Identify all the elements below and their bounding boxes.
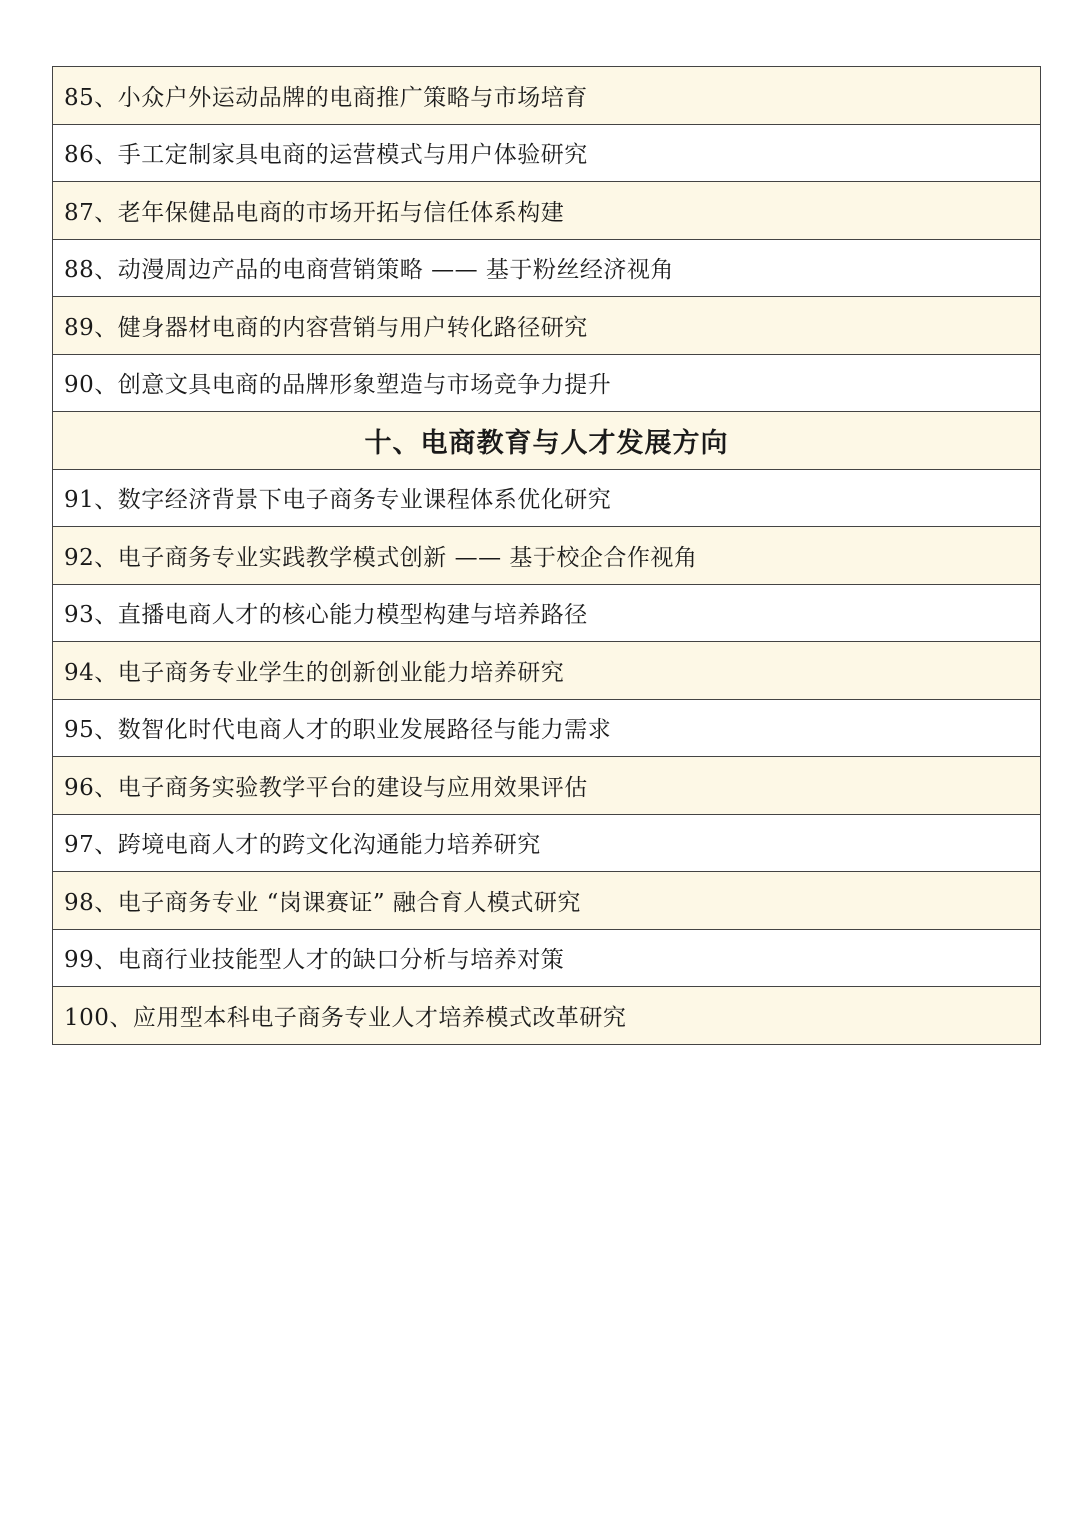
topic-title: 85、小众户外运动品牌的电商推广策略与市场培育 <box>53 67 1041 125</box>
topic-title: 98、电子商务专业 “岗课赛证” 融合育人模式研究 <box>53 872 1041 930</box>
section-heading-row <box>53 412 1041 470</box>
topic-table <box>52 66 1041 1045</box>
topic-title: 91、数字经济背景下电子商务专业课程体系优化研究 <box>53 469 1041 527</box>
topic-row <box>53 987 1041 1045</box>
topic-row <box>53 642 1041 700</box>
topic-row <box>53 67 1041 125</box>
topic-title: 100、应用型本科电子商务专业人才培养模式改革研究 <box>53 987 1041 1045</box>
topic-table-body <box>53 67 1041 1045</box>
topic-row <box>53 929 1041 987</box>
topic-row <box>53 354 1041 412</box>
topic-title: 89、健身器材电商的内容营销与用户转化路径研究 <box>53 297 1041 355</box>
topic-title: 86、手工定制家具电商的运营模式与用户体验研究 <box>53 124 1041 182</box>
topic-row <box>53 699 1041 757</box>
topic-row <box>53 239 1041 297</box>
topic-row <box>53 124 1041 182</box>
topic-title: 99、电商行业技能型人才的缺口分析与培养对策 <box>53 929 1041 987</box>
topic-row <box>53 872 1041 930</box>
topic-title: 92、电子商务专业实践教学模式创新 —— 基于校企合作视角 <box>53 527 1041 585</box>
topic-title: 95、数智化时代电商人才的职业发展路径与能力需求 <box>53 699 1041 757</box>
topic-row <box>53 584 1041 642</box>
topic-row <box>53 182 1041 240</box>
topic-title: 88、动漫周边产品的电商营销策略 —— 基于粉丝经济视角 <box>53 239 1041 297</box>
topic-row <box>53 757 1041 815</box>
topic-row <box>53 297 1041 355</box>
topic-title: 97、跨境电商人才的跨文化沟通能力培养研究 <box>53 814 1041 872</box>
topic-row <box>53 814 1041 872</box>
topic-title: 96、电子商务实验教学平台的建设与应用效果评估 <box>53 757 1041 815</box>
topic-title: 93、直播电商人才的核心能力模型构建与培养路径 <box>53 584 1041 642</box>
topic-title: 90、创意文具电商的品牌形象塑造与市场竞争力提升 <box>53 354 1041 412</box>
topic-row <box>53 469 1041 527</box>
topic-title: 94、电子商务专业学生的创新创业能力培养研究 <box>53 642 1041 700</box>
topic-row <box>53 527 1041 585</box>
section-heading: 十、电商教育与人才发展方向 <box>53 412 1041 470</box>
topic-title: 87、老年保健品电商的市场开拓与信任体系构建 <box>53 182 1041 240</box>
